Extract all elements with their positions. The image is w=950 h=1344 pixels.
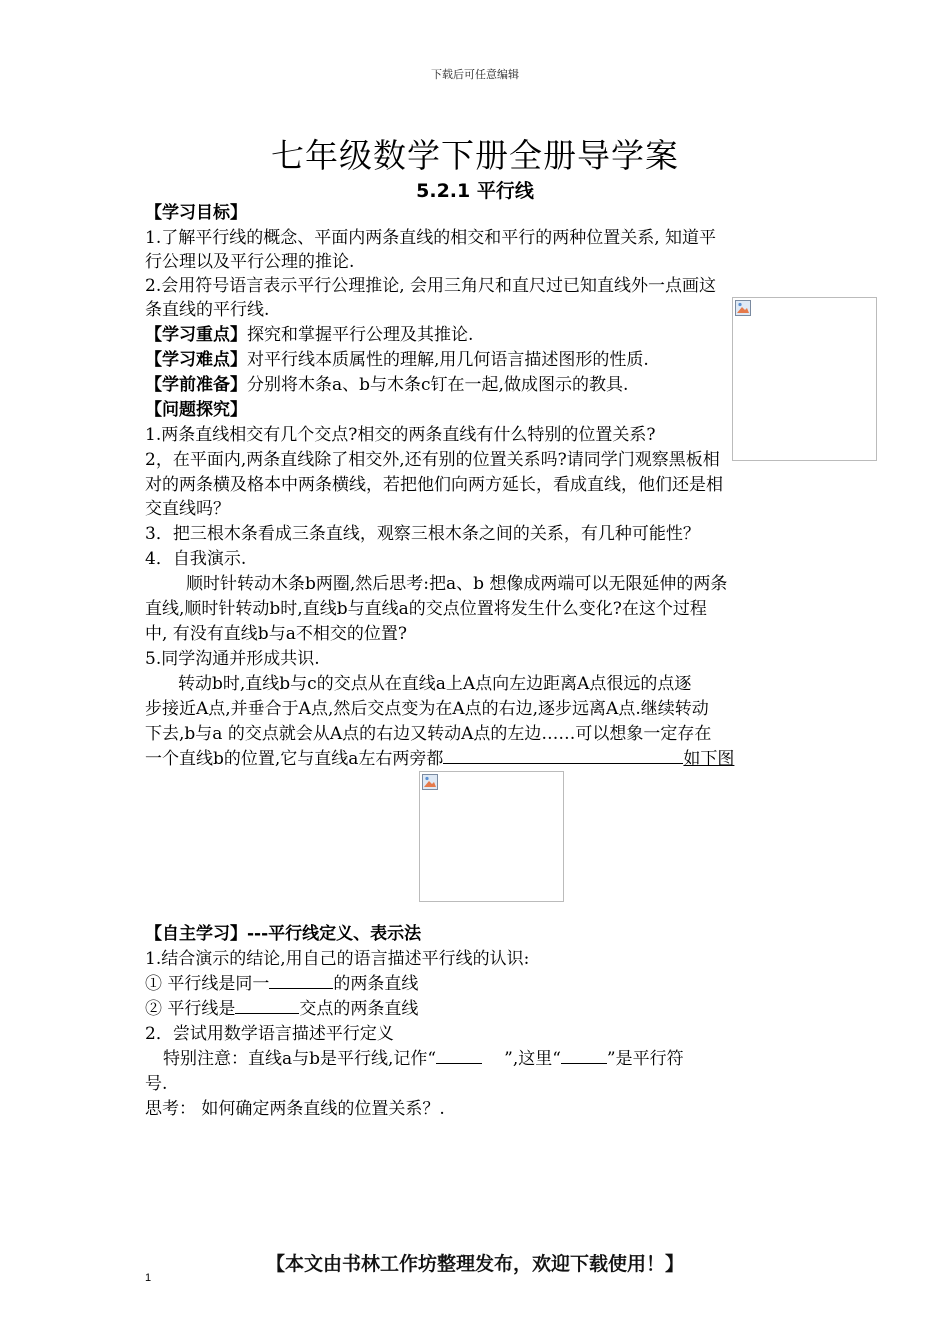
explore-heading: 【问题探究】 <box>145 400 247 420</box>
question-1: 1.两条直线相交有几个交点?相交的两条直线有什么特别的位置关系? <box>145 425 656 445</box>
goal2-line1: 2.会用符号语言表示平行公理推论, 会用三角尺和直尺过已知直线外一点画这 <box>145 276 717 296</box>
question-5-para-line1: 转动b时,直线b与c的交点从在直线a上A点向左边距离A点很远的点逐 <box>178 674 692 694</box>
prep-text: 分别将木条a、b与木条c钉在一起,做成图示的教具. <box>247 375 629 395</box>
key-points <box>145 323 473 347</box>
self-study-1: 1.结合演示的结论,用自己的语言描述平行线的认识: <box>145 949 530 969</box>
note-post: ”是平行符 <box>606 1049 684 1069</box>
note-blank-2 <box>561 1049 607 1064</box>
note-mid: ”,这里“ <box>504 1049 561 1069</box>
note-blank-1 <box>436 1049 482 1064</box>
goals-heading: 【学习目标】 <box>145 203 247 223</box>
q5-line4-text: 一个直线b的位置,它与直线a左右两旁都 <box>145 749 444 769</box>
goal2-line2: 条直线的平行线. <box>145 300 270 320</box>
page-title: 七年级数学下册全册导学案 <box>271 136 679 175</box>
header-note: 下载后可任意编辑 <box>431 68 519 81</box>
goal1-line1: 1.了解平行线的概念、平面内两条直线的相交和平行的两种位置关系, 知道平 <box>145 228 717 248</box>
page-number: 1 <box>145 1272 152 1284</box>
definition-a-blank <box>269 974 333 989</box>
question-4-para-line2: 直线,顺时针转动b时,直线b与直线a的交点位置将发生什么变化?在这个过程 <box>145 599 707 619</box>
teaching-aid-figure <box>732 297 877 461</box>
think-question: 思考： 如何确定两条直线的位置关系？. <box>145 1099 445 1119</box>
preparation <box>145 373 628 397</box>
question-2-line2: 对的两条横及格本中两条横线，若把他们向两方延长，看成直线，他们还是相 <box>145 475 723 495</box>
definition-a <box>145 972 418 996</box>
image-placeholder-icon <box>422 774 438 790</box>
definition-b-pre: ② 平行线是 <box>145 999 236 1019</box>
question-4: 4．自我演示. <box>145 549 247 569</box>
special-note-end: 号. <box>145 1074 168 1094</box>
definition-a-post: 的两条直线 <box>333 974 419 994</box>
goal1-line2: 行公理以及平行公理的推论. <box>145 252 355 272</box>
question-5: 5.同学沟通并形成共识. <box>145 649 320 669</box>
key-text: 探究和掌握平行公理及其推论. <box>247 325 474 345</box>
key-heading: 【学习重点】 <box>145 325 247 345</box>
self-study-2: 2．尝试用数学语言描述平行定义 <box>145 1024 394 1044</box>
definition-b-blank <box>235 999 299 1014</box>
parallel-lines-figure <box>419 771 564 902</box>
page-subtitle: 5.2.1 平行线 <box>416 180 534 202</box>
q5-answer-blank <box>443 749 683 764</box>
definition-b <box>145 997 418 1021</box>
question-5-para-line2: 步接近A点,并垂合于A点,然后交点变为在A点的右边,逐步远离A点.继续转动 <box>145 699 709 719</box>
note-pre: 特别注意：直线a与b是平行线,记作“ <box>163 1049 437 1069</box>
self-study-heading: 【自主学习】---平行线定义、表示法 <box>145 924 422 944</box>
question-5-para-line4 <box>145 747 734 771</box>
difficult-points <box>145 348 649 372</box>
image-placeholder-icon <box>735 300 751 316</box>
question-4-para-line3: 中, 有没有直线b与a不相交的位置? <box>145 624 407 644</box>
definition-b-post: 交点的两条直线 <box>299 999 419 1019</box>
question-2-line3: 交直线吗？ <box>145 499 230 519</box>
question-5-para-line3: 下去,b与a 的交点就会从A点的右边又转动A点的左边……可以想象一定存在 <box>145 724 712 744</box>
special-note <box>163 1047 684 1071</box>
footer-note: 【本文由书林工作坊整理发布，欢迎下载使用！】 <box>265 1253 684 1275</box>
question-4-para-line1: 顺时针转动木条b两圈,然后思考:把a、b 想像成两端可以无限延伸的两条 <box>186 574 728 594</box>
q5-see-figure: 如下图 <box>683 749 735 769</box>
prep-heading: 【学前准备】 <box>145 375 247 395</box>
definition-a-pre: ① 平行线是同一 <box>145 974 270 994</box>
hard-text: 对平行线本质属性的理解,用几何语言描述图形的性质. <box>247 350 649 370</box>
question-2-line1: 2，在平面内,两条直线除了相交外,还有别的位置关系吗?请同学门观察黑板相 <box>145 450 720 470</box>
question-3: 3．把三根木条看成三条直线，观察三根木条之间的关系，有几种可能性？ <box>145 524 700 544</box>
hard-heading: 【学习难点】 <box>145 350 247 370</box>
